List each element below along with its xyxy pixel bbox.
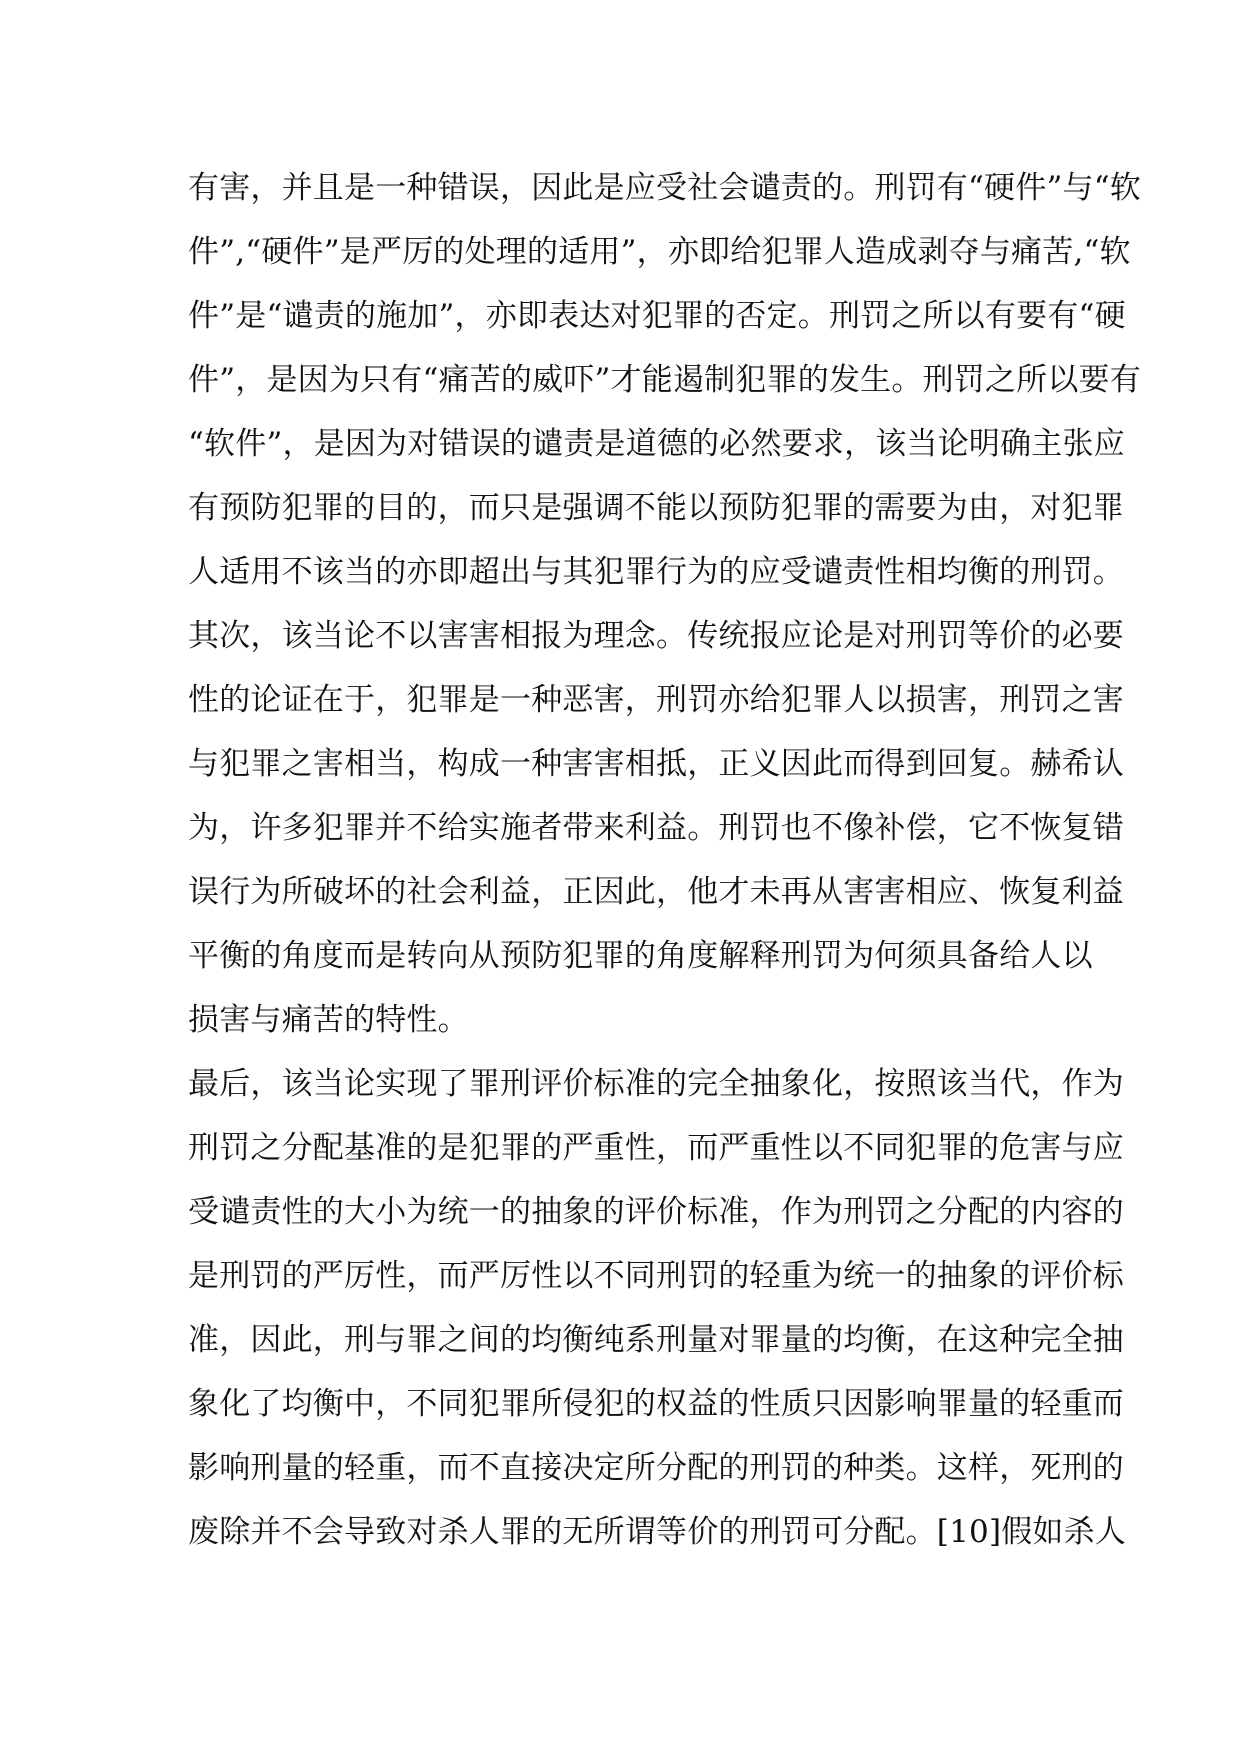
text-line: 象化了均衡中，不同犯罪所侵犯的权益的性质只因影响罪量的轻重而 [188, 1386, 1124, 1422]
text-line: 受谴责性的大小为统一的抽象的评价标准，作为刑罚之分配的内容的 [188, 1194, 1124, 1230]
text-line: 有害，并且是一种错误，因此是应受社会谴责的。刑罚有“硬件”与“软 [188, 170, 1141, 206]
text-line: 准，因此，刑与罪之间的均衡纯系刑量对罪量的均衡，在这种完全抽 [188, 1322, 1124, 1358]
text-line: 件”，是因为只有“痛苦的威吓”才能遏制犯罪的发生。刑罚之所以要有 [188, 362, 1141, 398]
text-line: 是刑罚的严厉性，而严厉性以不同刑罚的轻重为统一的抽象的评价标 [188, 1258, 1124, 1294]
text-line: 人适用不该当的亦即超出与其犯罪行为的应受谴责性相均衡的刑罚。 [188, 554, 1124, 590]
body-text [188, 156, 1141, 1564]
text-line: 件”是“谴责的施加”，亦即表达对犯罪的否定。刑罚之所以有要有“硬 [188, 298, 1126, 334]
text-line: 为，许多犯罪并不给实施者带来利益。刑罚也不像补偿，它不恢复错 [188, 810, 1124, 846]
text-line: 性的论证在于，犯罪是一种恶害，刑罚亦给犯罪人以损害，刑罚之害 [188, 682, 1124, 718]
text-line: 有预防犯罪的目的，而只是强调不能以预防犯罪的需要为由，对犯罪 [188, 490, 1124, 526]
text-line: 最后，该当论实现了罪刑评价标准的完全抽象化，按照该当代，作为 [188, 1066, 1124, 1102]
text-line: 其次，该当论不以害害相报为理念。传统报应论是对刑罚等价的必要 [188, 618, 1124, 654]
text-line: 与犯罪之害相当，构成一种害害相抵，正义因此而得到回复。赫希认 [188, 746, 1124, 782]
text-line: 损害与痛苦的特性。 [188, 1002, 469, 1038]
text-line: 刑罚之分配基准的是犯罪的严重性，而严重性以不同犯罪的危害与应 [188, 1130, 1124, 1166]
text-line: 影响刑量的轻重，而不直接决定所分配的刑罚的种类。这样，死刑的 [188, 1450, 1124, 1486]
text-line: “软件”，是因为对错误的谴责是道德的必然要求，该当论明确主张应 [188, 426, 1125, 462]
text-line: 误行为所破坏的社会利益，正因此，他才未再从害害相应、恢复利益 [188, 874, 1124, 910]
text-line: 平衡的角度而是转向从预防犯罪的角度解释刑罚为何须具备给人以 [188, 938, 1093, 974]
text-line: 件”,“硬件”是严厉的处理的适用”，亦即给犯罪人造成剥夺与痛苦,“软 [188, 234, 1131, 270]
text-line: 废除并不会导致对杀人罪的无所谓等价的刑罚可分配。[10]假如杀人 [188, 1514, 1127, 1550]
